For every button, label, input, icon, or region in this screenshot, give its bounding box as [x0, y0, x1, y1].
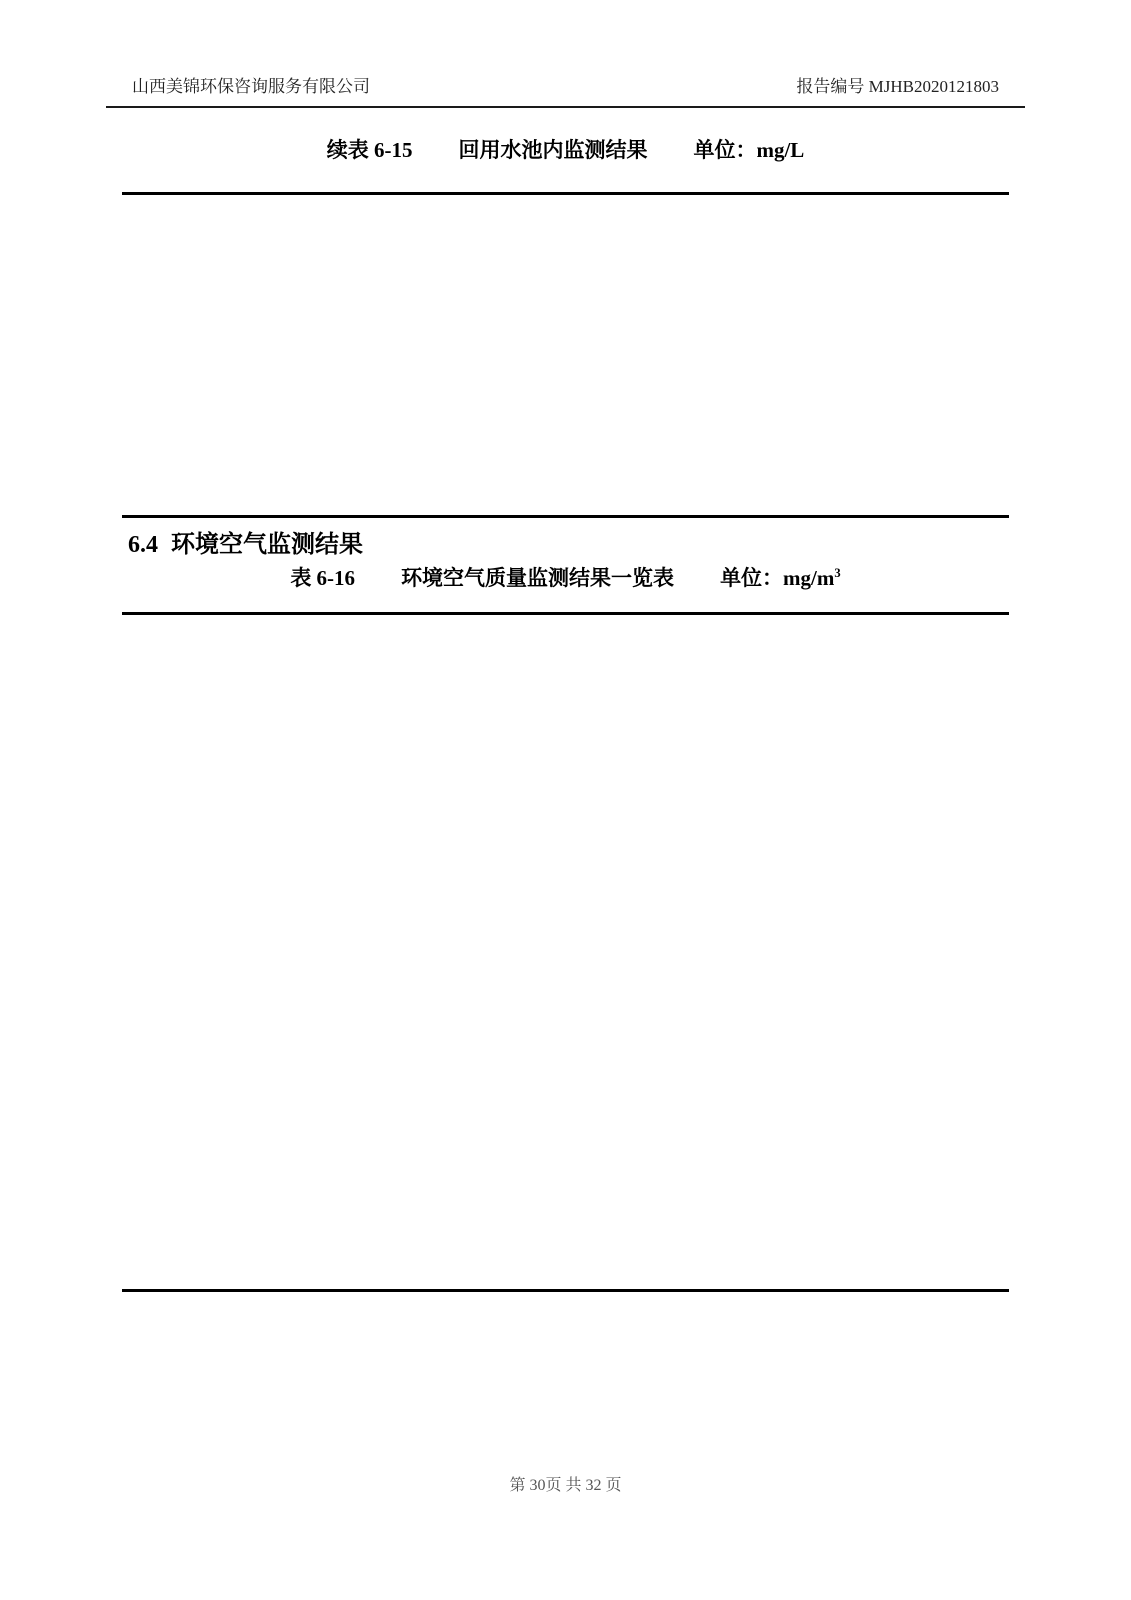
section-title: 环境空气监测结果 — [171, 532, 363, 558]
table-row — [122, 1143, 1009, 1180]
table-row — [122, 921, 1009, 958]
table-616-title — [122, 562, 1009, 592]
table-row — [122, 884, 1009, 921]
table-row — [122, 773, 1009, 810]
table-row — [122, 429, 1009, 473]
table-row — [122, 1106, 1009, 1143]
table-row — [122, 1254, 1009, 1291]
table-616-unit: 单位：$mg/m^3$ — [720, 566, 841, 590]
table-615-unit: 单位：mg/L — [693, 138, 805, 162]
table-615-title — [122, 134, 1009, 164]
table-row — [122, 385, 1009, 429]
table-615-number: 续表 6-15 — [326, 138, 413, 162]
table-row — [122, 244, 1009, 291]
table-row — [122, 338, 1009, 385]
table-row — [122, 995, 1009, 1032]
table-row — [122, 736, 1009, 773]
page-header — [106, 72, 1025, 108]
report-number: 报告编号 MJHB2020121803 — [796, 77, 999, 96]
table-row — [122, 958, 1009, 995]
page-footer — [0, 1472, 1131, 1495]
table-616-number: 表 6-16 — [290, 566, 356, 590]
section-heading — [128, 524, 363, 559]
table-row — [122, 662, 1009, 699]
recycled-water-monitoring-table — [122, 192, 1009, 518]
table-row — [122, 1217, 1009, 1254]
page-number: 第 30页 共 32 页 — [509, 1477, 622, 1494]
table-615-caption: 回用水池内监测结果 — [458, 138, 648, 162]
section-number: 6.4 — [128, 532, 158, 558]
table-row — [122, 699, 1009, 736]
table-row — [122, 1032, 1009, 1069]
table-row — [122, 291, 1009, 338]
header-row — [122, 194, 1009, 244]
table-row — [122, 473, 1009, 517]
table-row — [122, 847, 1009, 884]
table-row — [122, 1180, 1009, 1217]
table-row — [122, 810, 1009, 847]
air-quality-monitoring-table — [122, 612, 1009, 1292]
company-name: 山西美锦环保咨询服务有限公司 — [132, 77, 370, 96]
header-row — [122, 614, 1009, 662]
table-row — [122, 1069, 1009, 1106]
table-616-caption: 环境空气质量监测结果一览表 — [401, 566, 675, 590]
